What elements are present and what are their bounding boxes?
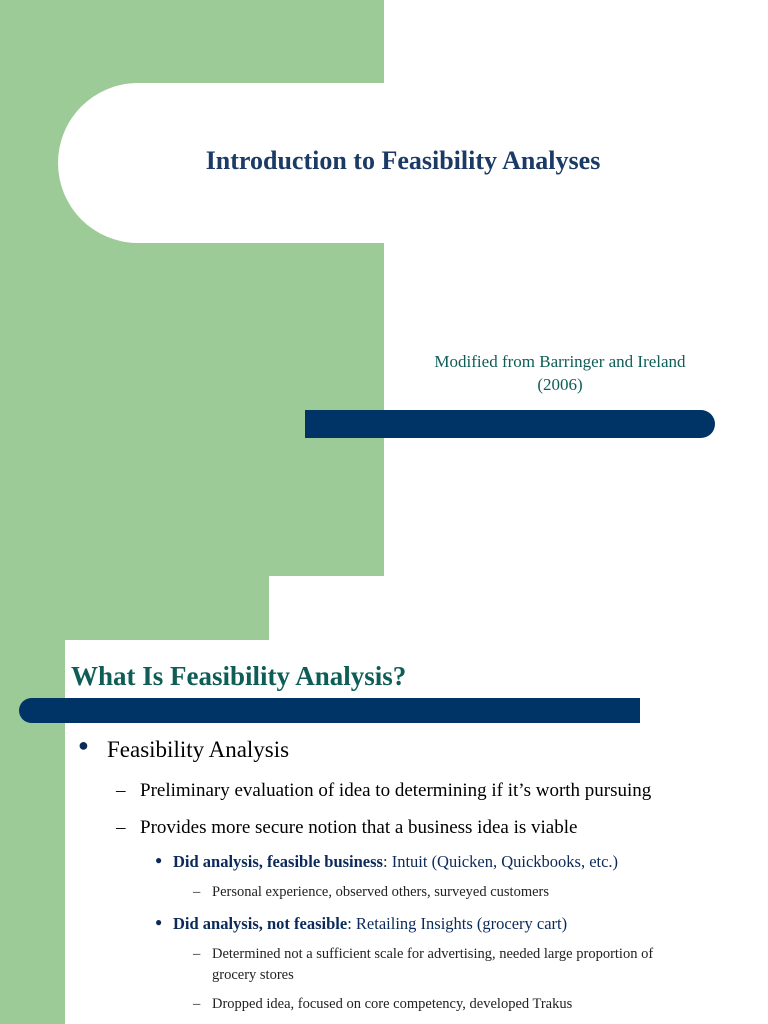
point-feasible-detail: Personal experience, observed others, surveyed customers [212, 884, 550, 900]
subtitle-line-2: (2006) [537, 375, 583, 394]
point-not-feasible-detail-1b: grocery stores [212, 967, 294, 983]
bullet-dot-icon: ● [78, 735, 89, 755]
bullet-dot-icon: ● [155, 853, 163, 867]
point-not-feasible-label: Did analysis, not feasible [173, 914, 348, 933]
point-feasible-example: : Intuit (Quicken, Quickbooks, etc.) [382, 852, 619, 871]
point-feasible-label: Did analysis, feasible business [173, 852, 383, 871]
point-not-feasible-detail-2: Dropped idea, focused on core competency, developed Trakus [212, 996, 573, 1012]
point-feasible [173, 852, 618, 872]
dash-icon: – [193, 946, 201, 962]
sub-bullet-2: Provides more secure notion that a business idea is viable [140, 817, 578, 838]
sub-bullet-1: Preliminary evaluation of idea to determining if it’s worth pursuing [140, 780, 652, 801]
slide-subtitle [405, 350, 715, 396]
bullet-level1: Feasibility Analysis [107, 737, 290, 762]
content-slide-title: What Is Feasibility Analysis? [71, 661, 407, 691]
bullet-dot-icon: ● [155, 915, 163, 929]
navy-accent-bar [305, 410, 715, 438]
dash-icon: – [116, 780, 126, 801]
point-not-feasible-detail-1a: Determined not a sufficient scale for advertising, needed large proportion of [212, 946, 654, 962]
subtitle-line-1: Modified from Barringer and Ireland [434, 352, 686, 371]
dash-icon: – [193, 996, 201, 1012]
slide-title: Introduction to Feasibility Analyses [205, 146, 601, 175]
content-slide [0, 576, 768, 1024]
green-left-strip [0, 576, 65, 1024]
dash-icon: – [193, 884, 201, 900]
navy-title-bar [19, 698, 640, 723]
dash-icon: – [116, 817, 126, 838]
point-not-feasible-example: : Retailing Insights (grocery cart) [347, 914, 568, 933]
point-not-feasible [173, 914, 567, 934]
